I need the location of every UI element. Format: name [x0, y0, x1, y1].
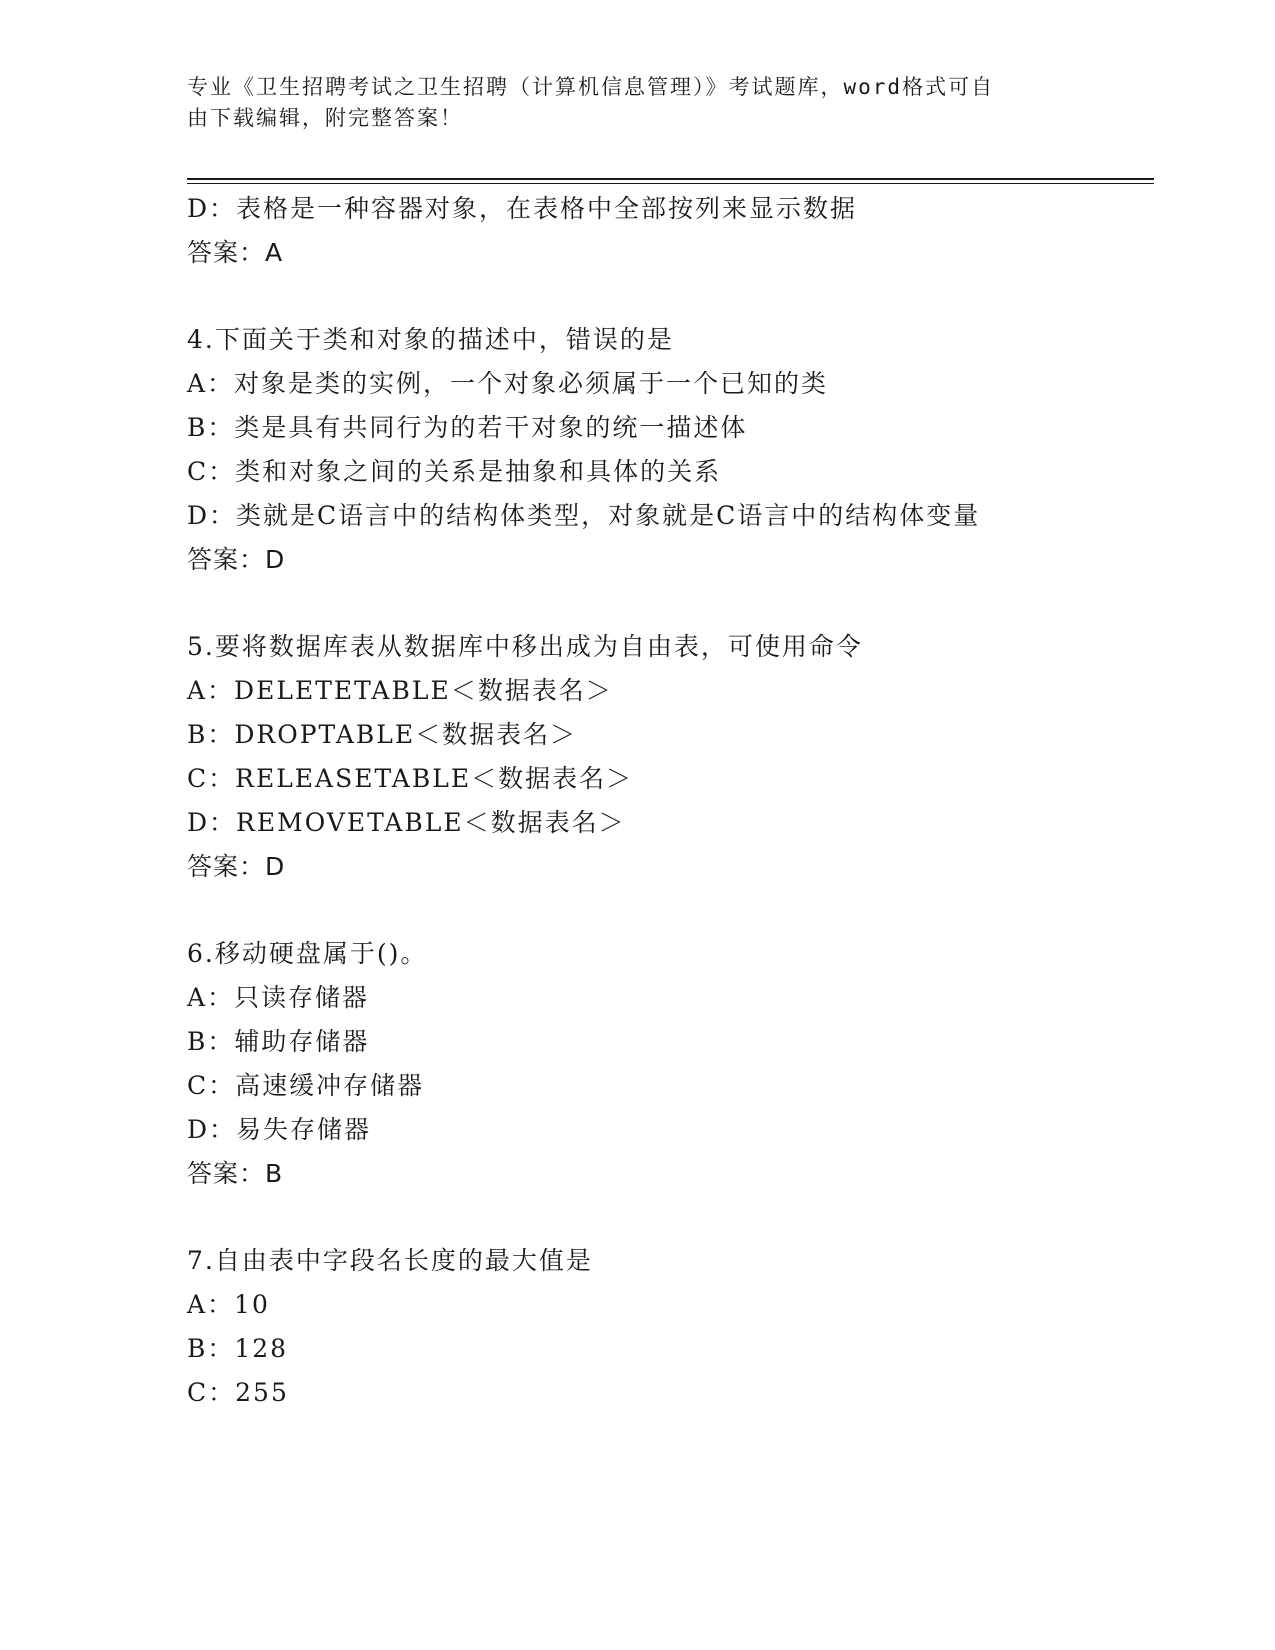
- question-6-option-c: C：高速缓冲存储器: [187, 1071, 425, 1100]
- question-4-option-a: A：对象是类的实例，一个对象必须属于一个已知的类: [187, 369, 829, 398]
- header-line-1: 专业《卫生招聘考试之卫生招聘（计算机信息管理）》考试题库，word格式可自: [187, 75, 995, 99]
- question-7-option-c: C：255: [187, 1378, 289, 1407]
- question-5-answer: 答案：D: [187, 852, 286, 881]
- header-divider-thin: [187, 183, 1154, 184]
- question-5-option-b: B：DROPTABLE＜数据表名＞: [187, 720, 578, 749]
- question-7-option-b: B：128: [187, 1334, 289, 1363]
- question-7-stem: 7.自由表中字段名长度的最大值是: [187, 1246, 593, 1275]
- question-6-option-a: A：只读存储器: [187, 983, 370, 1012]
- question-5-stem: 5.要将数据库表从数据库中移出成为自由表，可使用命令: [187, 632, 863, 661]
- carryover-answer: 答案：A: [187, 238, 284, 267]
- question-7-option-a: A：10: [187, 1290, 270, 1319]
- question-5-option-d: D：REMOVETABLE＜数据表名＞: [187, 808, 626, 837]
- question-6-option-b: B：辅助存储器: [187, 1027, 370, 1056]
- question-6-stem: 6.移动硬盘属于()。: [187, 939, 428, 968]
- header-line-2: 由下载编辑，附完整答案！: [187, 106, 463, 130]
- question-5-option-a: A：DELETETABLE＜数据表名＞: [187, 676, 613, 705]
- question-4-stem: 4.下面关于类和对象的描述中，错误的是: [187, 325, 674, 354]
- question-6-option-d: D：易失存储器: [187, 1115, 372, 1144]
- page-header: [187, 72, 1067, 134]
- question-4-option-c: C：类和对象之间的关系是抽象和具体的关系: [187, 457, 722, 486]
- question-6-answer: 答案：B: [187, 1159, 284, 1188]
- header-divider-thick: [187, 178, 1154, 180]
- question-5-option-c: C：RELEASETABLE＜数据表名＞: [187, 764, 634, 793]
- question-4-answer: 答案：D: [187, 545, 286, 574]
- question-4-option-d: D：类就是C语言中的结构体类型，对象就是C语言中的结构体变量: [187, 501, 981, 530]
- carryover-option-d: D：表格是一种容器对象，在表格中全部按列来显示数据: [187, 194, 858, 223]
- question-4-option-b: B：类是具有共同行为的若干对象的统一描述体: [187, 413, 748, 442]
